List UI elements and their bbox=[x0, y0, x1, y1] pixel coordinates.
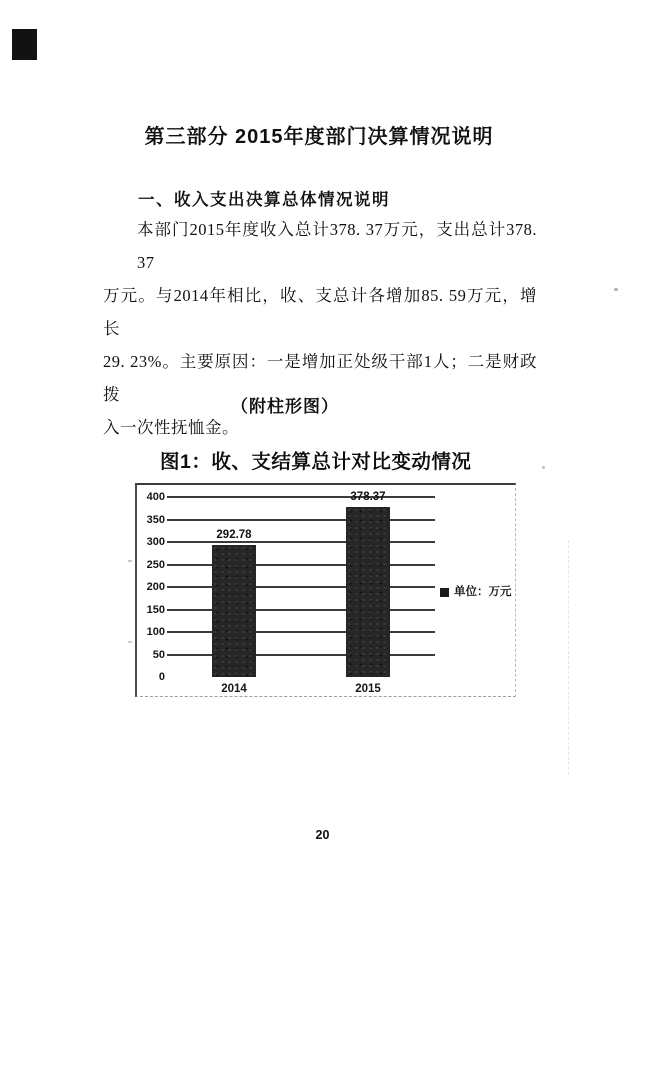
section-heading: 一、收入支出决算总体情况说明 bbox=[138, 191, 390, 209]
gridline bbox=[167, 586, 435, 588]
chart-title: 图1：收、支结算总计对比变动情况 bbox=[160, 451, 472, 473]
bar-chart bbox=[135, 483, 516, 697]
bar-value-label: 292.78 bbox=[216, 529, 252, 542]
legend-label: 单位：万元 bbox=[454, 586, 512, 598]
y-axis-tick-label: 300 bbox=[146, 536, 165, 548]
y-axis-tick-label: 100 bbox=[146, 626, 165, 638]
x-axis-category-label: 2015 bbox=[355, 683, 381, 695]
y-axis-tick-label: 400 bbox=[146, 491, 165, 503]
bar-2015 bbox=[346, 507, 390, 677]
gridline bbox=[167, 631, 435, 633]
scan-artifact-speck bbox=[128, 641, 132, 643]
y-axis-tick-label: 350 bbox=[146, 513, 165, 526]
gridline bbox=[167, 609, 435, 611]
scan-artifact-speck bbox=[128, 560, 132, 562]
gridline bbox=[167, 519, 435, 521]
page-number: 20 bbox=[315, 828, 330, 842]
y-axis-tick-label: 50 bbox=[152, 648, 165, 661]
legend-swatch-icon bbox=[440, 588, 449, 597]
y-axis-tick-label: 0 bbox=[158, 671, 165, 683]
gridline bbox=[167, 654, 435, 656]
scan-artifact-line bbox=[568, 540, 569, 775]
scan-artifact-corner-mark bbox=[12, 29, 37, 60]
x-axis-category-label: 2014 bbox=[221, 683, 247, 695]
y-axis-tick-label: 200 bbox=[146, 581, 165, 593]
bar-value-label: 378.37 bbox=[350, 490, 386, 503]
body-line: 本部门2015年度收入总计378. 37万元，支出总计378. 37 bbox=[137, 220, 537, 272]
body-line: 入一次性抚恤金。 bbox=[103, 418, 239, 437]
scan-artifact-speck bbox=[542, 466, 545, 469]
gridline bbox=[167, 564, 435, 566]
body-line: 29. 23%。主要原因：一是增加正处级干部1人；二是财政拨 bbox=[103, 352, 537, 404]
bar-2014 bbox=[212, 545, 256, 677]
y-axis-tick-label: 250 bbox=[146, 558, 165, 571]
scan-artifact-speck bbox=[614, 288, 618, 291]
body-line: 万元。与2014年相比，收、支总计各增加85. 59万元，增长 bbox=[103, 286, 537, 338]
figure-note: （附柱形图） bbox=[231, 397, 339, 416]
document-title: 第三部分 2015年度部门决算情况说明 bbox=[144, 126, 494, 148]
y-axis-tick-label: 150 bbox=[146, 603, 165, 616]
